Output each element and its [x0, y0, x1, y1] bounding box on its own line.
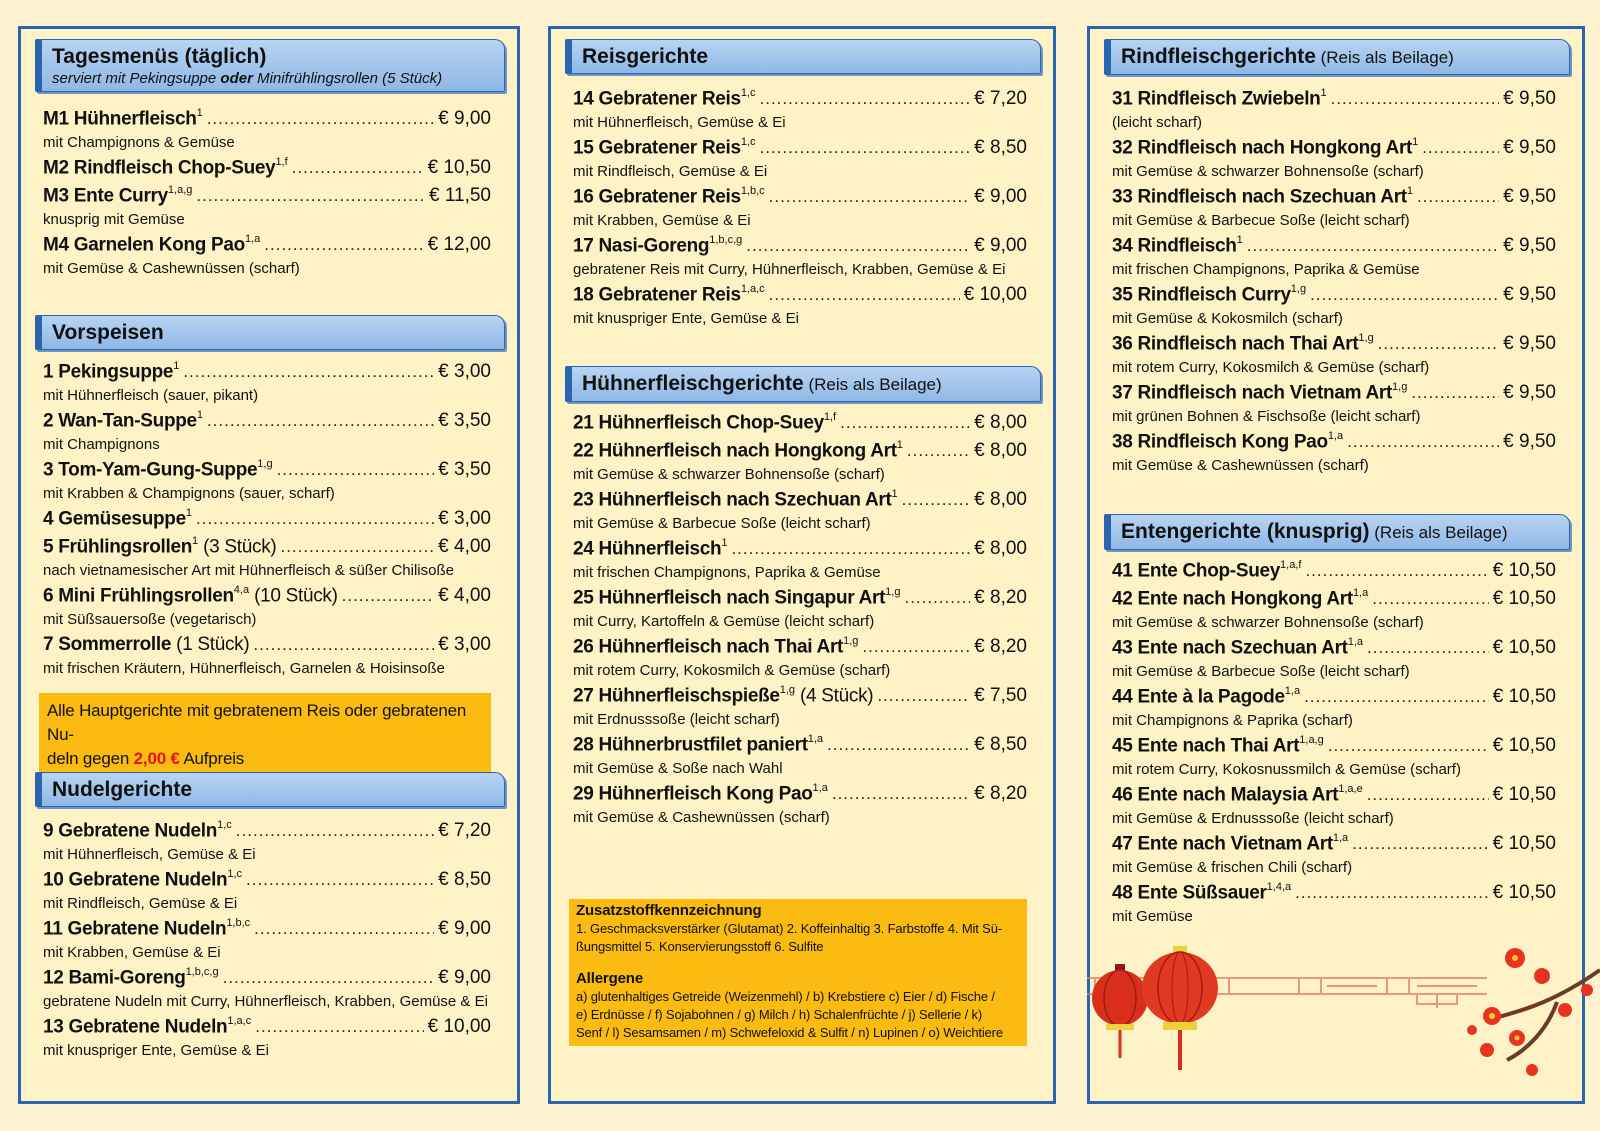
menu-item-description: mit Krabben & Champignons (sauer, scharf)	[43, 485, 335, 502]
section-title: Nudelgerichte	[52, 778, 193, 801]
menu-item: 5 Frühlingsrollen$^1$ (3 Stück) ..... € 4,00	[43, 536, 491, 562]
allergens-heading: Allergene	[576, 970, 644, 987]
menu-item: 15 Gebratener Reis$^{1,c}$ ..... € 8,50	[573, 137, 1027, 163]
menu-item: 31 Rindfleisch Zwiebeln$^1$ ..... € 9,50	[1112, 88, 1556, 114]
menu-item-description: mit rotem Curry, Kokosnussmilch & Gemüse (scharf)	[1112, 761, 1461, 778]
section-banner-rindfleischgerichte	[1104, 39, 1570, 75]
menu-item-description: knusprig mit Gemüse	[43, 211, 185, 228]
menu-item: 2 Wan-Tan-Suppe$^1$ ..... € 3,50	[43, 410, 491, 436]
menu-item: 35 Rindfleisch Curry$^{1,g}$ ..... € 9,50	[1112, 284, 1556, 310]
menu-item: 46 Ente nach Malaysia Art$^{1,a,e}$ ..... € 10,50	[1112, 784, 1556, 810]
section-subtitle: serviert mit Pekingsuppe oder Minifrühlingsrollen (5 Stück)	[52, 70, 443, 87]
section-banner-entengerichte	[1104, 514, 1570, 550]
menu-item-description: mit Süßsauersoße (vegetarisch)	[43, 611, 257, 628]
lantern-blossom-decoration	[1087, 940, 1600, 1131]
allergens-text: a) glutenhaltiges Getreide (Weizenmehl) / b) Krebstiere c) Eier / d) Fische / e) Erdnüsse / f) Sojabohnen / g) Milch / h) Schalenfrüchte / j) Sellerie / k) Senf / l) Sesamsamen / m) Schwefeloxid & Sulfit / n) Lupinen / o) Weichtiere	[576, 989, 1003, 1040]
menu-item-description: mit Gemüse & Barbecue Soße (leicht scharf)	[1112, 663, 1410, 680]
menu-list-reisgerichte	[573, 86, 1027, 331]
additives-text: 1. Geschmacksverstärker (Glutamat) 2. Koffeinhaltig 3. Farbstoffe 4. Mit Sü- ßungsmittel 5. Konservierungsstoff 6. Sulfite	[576, 921, 1002, 954]
menu-list-tagesmenues	[43, 106, 491, 281]
menu-item: 47 Ente nach Vietnam Art$^{1,a}$ ..... € 10,50	[1112, 833, 1556, 859]
menu-item-description: mit Erdnusssoße (leicht scharf)	[573, 711, 780, 728]
menu-item-description: mit knuspriger Ente, Gemüse & Ei	[43, 1042, 269, 1059]
menu-list-huehnerfleischgerichte	[573, 410, 1027, 830]
surcharge-amount: 2,00 €	[133, 749, 180, 768]
menu-item: 43 Ente nach Szechuan Art$^{1,a}$ ..... € 10,50	[1112, 637, 1556, 663]
menu-item: 38 Rindfleisch Kong Pao$^{1,a}$ ..... € 9,50	[1112, 431, 1556, 457]
menu-item: 18 Gebratener Reis$^{1,a,c}$ ..... € 10,00	[573, 284, 1027, 310]
menu-list-vorspeisen	[43, 359, 491, 681]
menu-item: 17 Nasi-Goreng$^{1,b,c,g}$ ..... € 9,00	[573, 235, 1027, 261]
menu-panel-middle	[548, 26, 1056, 1104]
menu-item: 41 Ente Chop-Suey$^{1,a,f}$ ..... € 10,50	[1112, 560, 1556, 586]
menu-item: 23 Hühnerfleisch nach Szechuan Art$^1$ ..... € 8,00	[573, 489, 1027, 515]
menu-item: 4 Gemüsesuppe$^1$ ..... € 3,00	[43, 508, 491, 534]
menu-item: 36 Rindfleisch nach Thai Art$^{1,g}$ ..... € 9,50	[1112, 333, 1556, 359]
menu-item-description: mit rotem Curry, Kokosmilch & Gemüse (scharf)	[1112, 359, 1430, 376]
additives-allergens-box	[569, 899, 1027, 1046]
menu-item: 22 Hühnerfleisch nach Hongkong Art$^1$ ..... € 8,00	[573, 440, 1027, 466]
surcharge-notice: Alle Hauptgerichte mit gebratenem Reis oder gebratenen Nu- deln gegen 2,00 € Aufpreis	[39, 693, 491, 777]
menu-item: 7 Sommerrolle (1 Stück) ..... € 3,00	[43, 634, 491, 660]
menu-item-description: mit Hühnerfleisch, Gemüse & Ei	[573, 114, 786, 131]
menu-item: 42 Ente nach Hongkong Art$^{1,a}$ ..... € 10,50	[1112, 588, 1556, 614]
menu-item: M1 Hühnerfleisch$^1$ ..... € 9,00	[43, 108, 491, 134]
menu-item: 44 Ente à la Pagode$^{1,a}$ ..... € 10,50	[1112, 686, 1556, 712]
section-banner-huehnerfleischgerichte	[565, 366, 1041, 402]
menu-item: 37 Rindfleisch nach Vietnam Art$^{1,g}$ ..... € 9,50	[1112, 382, 1556, 408]
menu-item: 34 Rindfleisch$^1$ ..... € 9,50	[1112, 235, 1556, 261]
menu-item: 32 Rindfleisch nach Hongkong Art$^1$ ..... € 9,50	[1112, 137, 1556, 163]
menu-list-entengerichte	[1112, 558, 1556, 929]
menu-item: 45 Ente nach Thai Art$^{1,a,g}$ ..... € 10,50	[1112, 735, 1556, 761]
menu-item: 9 Gebratene Nudeln$^{1,c}$ ..... € 7,20	[43, 820, 491, 846]
menu-item-description: mit Gemüse & Barbecue Soße (leicht scharf)	[1112, 212, 1410, 229]
section-title: Hühnerfleischgerichte (Reis als Beilage)	[582, 372, 942, 395]
menu-item-description: mit frischen Champignons, Paprika & Gemüse	[573, 564, 881, 581]
menu-item: 13 Gebratene Nudeln$^{1,a,c}$ ..... € 10,00	[43, 1016, 491, 1042]
menu-item-description: gebratene Nudeln mit Curry, Hühnerfleisch, Krabben, Gemüse & Ei	[43, 993, 488, 1010]
section-title: Entengerichte (knusprig) (Reis als Beilage)	[1121, 520, 1508, 543]
menu-item-description: mit Gemüse & Barbecue Soße (leicht scharf)	[573, 515, 871, 532]
menu-item: 3 Tom-Yam-Gung-Suppe$^{1,g}$ ..... € 3,50	[43, 459, 491, 485]
menu-item-description: mit knuspriger Ente, Gemüse & Ei	[573, 310, 799, 327]
menu-item-description: mit Champignons & Paprika (scharf)	[1112, 712, 1353, 729]
section-banner-reisgerichte	[565, 39, 1041, 74]
menu-item: M2 Rindfleisch Chop-Suey$^{1,f}$ ..... € 10,50	[43, 157, 491, 183]
section-title: Rindfleischgerichte (Reis als Beilage)	[1121, 45, 1454, 68]
section-banner-nudelgerichte	[35, 772, 505, 807]
menu-item: 14 Gebratener Reis$^{1,c}$ ..... € 7,20	[573, 88, 1027, 114]
menu-item-description: mit Gemüse & Cashewnüssen (scharf)	[1112, 457, 1369, 474]
menu-item: 33 Rindfleisch nach Szechuan Art$^1$ ..... € 9,50	[1112, 186, 1556, 212]
menu-item-description: nach vietnamesischer Art mit Hühnerfleisch & süßer Chilisoße	[43, 562, 454, 579]
menu-item-description: mit Gemüse & frischen Chili (scharf)	[1112, 859, 1353, 876]
menu-item-description: mit Gemüse & Soße nach Wahl	[573, 760, 783, 777]
menu-item-description: mit Gemüse	[1112, 908, 1193, 925]
section-title: Tagesmenüs (täglich)	[52, 45, 267, 68]
menu-item-description: mit grünen Bohnen & Fischsoße (leicht scharf)	[1112, 408, 1421, 425]
menu-item-description: mit Gemüse & schwarzer Bohnensoße (scharf)	[1112, 614, 1424, 631]
menu-item: 12 Bami-Goreng$^{1,b,c,g}$ ..... € 9,00	[43, 967, 491, 993]
menu-item: 16 Gebratener Reis$^{1,b,c}$ ..... € 9,00	[573, 186, 1027, 212]
menu-item-description: mit Rindfleisch, Gemüse & Ei	[43, 895, 238, 912]
menu-item-description: mit Gemüse & Cashewnüssen (scharf)	[573, 809, 830, 826]
menu-item-description: mit Gemüse & Cashewnüssen (scharf)	[43, 260, 300, 277]
section-banner-tagesmenues	[35, 39, 505, 92]
menu-item: 6 Mini Frühlingsrollen$^{4,a}$ (10 Stück) ..... € 4,00	[43, 585, 491, 611]
menu-item: 21 Hühnerfleisch Chop-Suey$^{1,f}$ ..... € 8,00	[573, 412, 1027, 438]
menu-item: 48 Ente Süßsauer$^{1,4,a}$ ..... € 10,50	[1112, 882, 1556, 908]
menu-item-description: mit Hühnerfleisch (sauer, pikant)	[43, 387, 259, 404]
section-title: Reisgerichte	[582, 45, 709, 68]
menu-item: M4 Garnelen Kong Pao$^{1,a}$ ..... € 12,00	[43, 234, 491, 260]
menu-item: 28 Hühnerbrustfilet paniert$^{1,a}$ ..... € 8,50	[573, 734, 1027, 760]
menu-item-description: mit Gemüse & schwarzer Bohnensoße (scharf)	[573, 466, 885, 483]
menu-item-description: mit Gemüse & Kokosmilch (scharf)	[1112, 310, 1343, 327]
menu-item-description: mit Gemüse & schwarzer Bohnensoße (scharf)	[1112, 163, 1424, 180]
additives-heading: Zusatzstoffkennzeichnung	[576, 902, 762, 919]
section-title: Vorspeisen	[52, 321, 164, 344]
lantern-illustration-icon	[1087, 940, 1600, 1131]
menu-item-description: mit frischen Kräutern, Hühnerfleisch, Garnelen & Hoisinsoße	[43, 660, 445, 677]
menu-item: 29 Hühnerfleisch Kong Pao$^{1,a}$ ..... € 8,20	[573, 783, 1027, 809]
menu-item: 25 Hühnerfleisch nach Singapur Art$^{1,g}$ ..... € 8,20	[573, 587, 1027, 613]
menu-item-description: mit Krabben, Gemüse & Ei	[573, 212, 751, 229]
menu-item: 24 Hühnerfleisch$^1$ ..... € 8,00	[573, 538, 1027, 564]
menu-item-description: mit Champignons	[43, 436, 160, 453]
menu-item-description: mit Curry, Kartoffeln & Gemüse (leicht scharf)	[573, 613, 875, 630]
menu-item-description: gebratener Reis mit Curry, Hühnerfleisch, Krabben, Gemüse & Ei	[573, 261, 1006, 278]
menu-item-description: (leicht scharf)	[1112, 114, 1203, 131]
menu-item: 1 Pekingsuppe$^1$ ..... € 3,00	[43, 361, 491, 387]
menu-item-description: mit frischen Champignons, Paprika & Gemüse	[1112, 261, 1420, 278]
menu-item-description: mit Rindfleisch, Gemüse & Ei	[573, 163, 768, 180]
menu-item: 26 Hühnerfleisch nach Thai Art$^{1,g}$ ..... € 8,20	[573, 636, 1027, 662]
menu-item-description: mit Krabben, Gemüse & Ei	[43, 944, 221, 961]
menu-item: 10 Gebratene Nudeln$^{1,c}$ ..... € 8,50	[43, 869, 491, 895]
menu-list-nudelgerichte	[43, 818, 491, 1063]
menu-item-description: mit Champignons & Gemüse	[43, 134, 235, 151]
menu-item-description: mit rotem Curry, Kokosmilch & Gemüse (scharf)	[573, 662, 891, 679]
menu-item: M3 Ente Curry$^{1,a,g}$ ..... € 11,50	[43, 185, 491, 211]
menu-list-rindfleischgerichte	[1112, 86, 1556, 478]
menu-item: 11 Gebratene Nudeln$^{1,b,c}$ ..... € 9,00	[43, 918, 491, 944]
menu-item: 27 Hühnerfleischspieße$^{1,g}$ (4 Stück) ..... € 7,50	[573, 685, 1027, 711]
menu-item-description: mit Hühnerfleisch, Gemüse & Ei	[43, 846, 256, 863]
menu-panel-left	[18, 26, 520, 1104]
menu-item-description: mit Gemüse & Erdnusssoße (leicht scharf)	[1112, 810, 1394, 827]
section-banner-vorspeisen	[35, 315, 505, 350]
